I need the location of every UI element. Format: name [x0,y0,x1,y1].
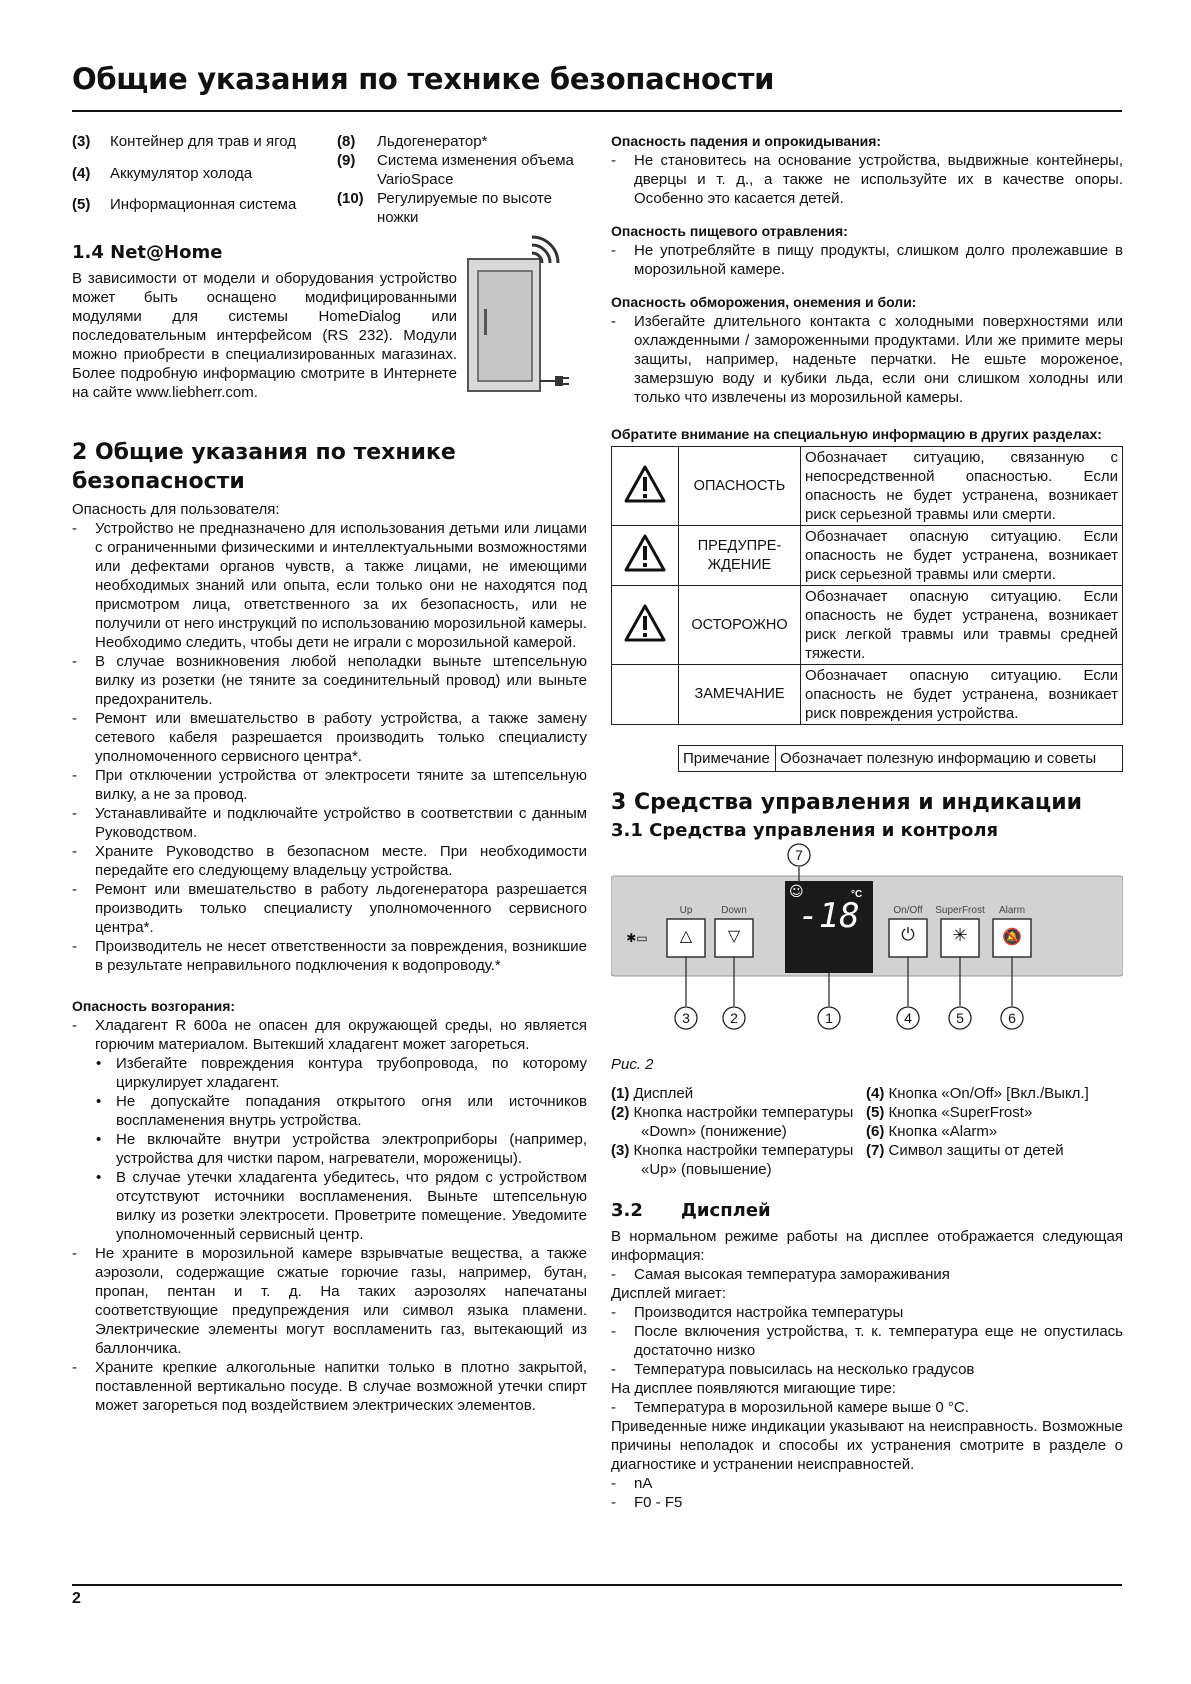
callout-num-7: 7 [795,847,803,863]
bullet-item: • Не допускайте попадания открытого огня или источников воспламенения внутрь устройства. [72,1092,587,1130]
alarm-label: Alarm [998,905,1026,916]
hazard-label: Опасность обморожения, онемения и боли: [611,294,917,310]
header-rule [72,110,1122,112]
table-row: ПРЕДУПРЕ-ЖДЕНИЕ Обозначает опасную ситуацию. Если опасность не будет устранена, возникает риск серьезной травмы или смерти. [612,526,1123,586]
list-item: - Температура в морозильной камере выше 0 °С. [611,1398,1123,1417]
warning-icon [612,447,679,526]
list-item: - При отключении устройства от электросети тяните за штепсельную вилку, а не за провод. [72,766,587,804]
signal-table-heading: Обратите внимание на специальную информацию в других разделах: [611,426,1102,442]
callout-num-5: 5 [956,1010,964,1026]
legend-right [866,1084,1123,1179]
hazard-label: Опасность возгорания: [72,998,236,1014]
warning-icon [612,526,679,586]
hazard-label: Опасность падения и опрокидывания: [611,133,882,149]
list-item: (7) Символ защиты от детей [866,1142,1064,1159]
section-heading: 2 Общие указания по технике безопасности [72,440,456,494]
list-item: (3) Кнопка настройки температуры «Up» (повышение) [611,1142,854,1178]
callout-num-1: 1 [825,1010,833,1026]
page-header [72,62,1122,96]
paragraph: Дисплей мигает: [611,1285,726,1302]
left-column [72,132,587,1415]
list-item: - Самая высокая температура замораживания [611,1265,1123,1284]
up-label: Up [679,905,693,916]
list-item: (2) Кнопка настройки температуры «Down» (понижение) [611,1104,854,1140]
superfrost-label: SuperFrost [935,905,985,916]
bullet-item: • Избегайте повреждения контура трубопровода, по которому циркулирует хладагент. [72,1054,587,1092]
alarm-off-icon: 🔕 [1002,927,1022,946]
list-item: - Храните крепкие алкогольные напитки только в плотно закрытой, поставленной вертикально посуде. В случае возможной утечки спирт может загореться под воздействием электрических элементов. [72,1358,587,1415]
section-1-4 [72,241,587,402]
display-value: -18 [798,896,860,936]
figure-caption: Рис. 2 [611,1056,654,1073]
list-item: (8) Льдогенератор* [337,133,488,150]
parts-list-right [337,132,587,227]
bullet-item: • В случае утечки хладагента убедитесь, что рядом с устройством отсутствуют источники воспламенения. Выньте штепсельную вилку из розетки электросети. Проветрите помещение. Уведомите уполномоченный сервисный центр. [72,1168,587,1244]
list-item: (5) Кнопка «SuperFrost» [866,1104,1033,1121]
list-item: (4) Аккумулятор холода [72,164,253,182]
figure-legend [611,1084,1123,1179]
child-lock-icon: ☺ [789,884,804,900]
list-item: - Устанавливайте и подключайте устройство в соответствии с данным Руководством. [72,804,587,842]
callout-num-6: 6 [1008,1010,1016,1026]
list-item: - nA [611,1474,1123,1493]
subsection-heading: 3.2 Дисплей [611,1200,771,1221]
list-item: - Температура повысилась на несколько градусов [611,1360,1123,1379]
list-item: - Избегайте длительного контакта с холодными поверхностями или охлажденными / замороженными продуктами. Или же примите меры защиты, например, наденьте перчатки. Не ешьте мороженое, замерзшую воду и кубики льда, если они слишком холодны или только что извлечены из морозильной камеры. [611,312,1123,407]
down-arrow-icon: ▽ [727,928,741,945]
callout-num-2: 2 [730,1010,738,1026]
onoff-label: On/Off [893,905,923,916]
list-item: - Не храните в морозильной камере взрывчатые вещества, а также аэрозоли, содержащие сжатые горючие газы, например, бутан, пропан, пентан и т. д. На таких аэрозолях напечатаны соответствующие предупреждения или символ языка пламени. Электрические элементы могут воспламенить газ, вытекающий из баллончика. [72,1244,587,1358]
subsection-heading: 3.1 Средства управления и контроля [611,820,999,841]
table-row: ОПАСНОСТЬ Обозначает ситуацию, связанную с непосредственной опасностью. Если опасность не будет устранена, возникает риск серьезной травмы или смерти. [612,447,1123,526]
temperature-unit: °C [851,889,863,900]
list-item: - Ремонт или вмешательство в работу устройства, а также замену сетевого кабеля разрешается производить только специалисту уполномоченного сервисного центра*. [72,709,587,766]
paragraph: Приведенные ниже индикации указывают на неисправность. Возможные причины неполадок и способы их устранения смотрите в разделе о диагностике и устранении неисправностей. [611,1418,1123,1473]
legend-left [611,1084,866,1179]
list-item: - В случае возникновения любой неполадки выньте штепсельную вилку из розетки (не тяните за соединительный провод) или выньте предохранитель. [72,652,587,709]
list-item: (6) Кнопка «Alarm» [866,1123,998,1140]
list-item: (10) Регулируемые по высоте ножки [337,190,553,226]
page-number: 2 [72,1590,81,1607]
fridge-network-icon [462,231,572,401]
section-text: В зависимости от модели и оборудования устройство может быть оснащено модифицированными модулями для системы HomeDialog или последовательным интерфейсом (RS 232). Модули можно приобрести в специализированных магазинах. Более подробную информацию смотрите в Интернете на сайте www.liebherr.com. [72,270,457,401]
section-2 [72,438,587,1415]
list-item: - Не становитесь на основание устройства, выдвижные контейнеры, дверцы и т. д., а также не используйте их в качестве опоры. Особенно это касается детей. [611,151,1123,208]
footer-rule [72,1584,1122,1586]
list-item: - F0 - F5 [611,1493,1123,1512]
list-item: (5) Информационная система [72,196,297,214]
down-label: Down [721,905,747,916]
control-panel-figure [611,843,1123,1053]
section-heading: 1.4 Net@Home [72,242,223,263]
list-item: - После включения устройства, т. к. температура еще не опустилась достаточно низко [611,1322,1123,1360]
hazard-label: Опасность пищевого отравления: [611,223,848,239]
list-item: (9) Система изменения объема VarioSpace [337,152,574,188]
table-row: Примечание Обозначает полезную информацию и советы [679,746,1123,772]
list-item: - Производитель не несет ответственности за повреждения, возникшие в результате неправильного подключения к водопроводу.* [72,937,587,975]
list-item: - Производится настройка температуры [611,1303,1123,1322]
paragraph: В нормальном режиме работы на дисплее отображается следующая информация: [611,1228,1123,1264]
up-arrow-icon: △ [679,928,693,945]
warning-icon [612,586,679,665]
list-item: - Устройство не предназначено для использования детьми или лицами с ограниченными физическими и интеллектуальными возможностями или дефектами органов чувств, а также лицами, не имеющими необходимых знаний или опыта, если только они не находятся под присмотром лица, ответственного за их безопасность, или не получили от него инструкций по использованию морозильной камеры. Необходимо следить, чтобы дети не играли с морозильной камерой. [72,519,587,652]
power-icon: ⏻ [901,925,915,945]
list-item: - Хладагент R 600a не опасен для окружающей среды, но является горючим материалом. Вытекший хладагент может загореться. [72,1016,587,1054]
list-item: - Храните Руководство в безопасном месте. При необходимости передайте его следующему владельцу устройства. [72,842,587,880]
list-item: - Не употребляйте в пищу продукты, слишком долго пролежавшие в морозильной камере. [611,241,1123,279]
paragraph: На дисплее появляются мигающие тире: [611,1380,896,1397]
parts-list-left [72,132,337,227]
bullet-item: • Не включайте внутри устройства электроприборы (например, устройства для чистки паром, нагреватели, мороженицы). [72,1130,587,1168]
list-item: (1) Дисплей [611,1085,694,1102]
parts-list [72,132,587,227]
callout-num-3: 3 [682,1010,690,1026]
section-heading: 3 Средства управления и индикации [611,790,1083,815]
intro-text: Опасность для пользователя: [72,501,280,518]
table-row: ОСТОРОЖНО Обозначает опасную ситуацию. Если опасность не будет устранена, возникает риск легкой травмы или травмы средней тяжести. [612,586,1123,665]
key-icon: ✱▭ [626,931,648,945]
list-item: - Ремонт или вмешательство в работу льдогенератора разрешается производить только специалисту уполномоченного сервисного центра*. [72,880,587,937]
callout-num-4: 4 [904,1010,912,1026]
signal-word-table [611,446,1123,725]
table-row: ЗАМЕЧАНИЕ Обозначает опасную ситуацию. Если опасность не будет устранена, возникает риск повреждения устройства. [612,665,1123,725]
list-item: (3) Контейнер для трав и ягод [72,133,296,150]
page-title: Общие указания по технике безопасности [72,62,775,96]
note-table [678,745,1123,772]
right-column [611,132,1123,1512]
snowflake-icon: ✳ [952,925,968,946]
list-item: (4) Кнопка «On/Off» [Вкл./Выкл.] [866,1085,1089,1102]
